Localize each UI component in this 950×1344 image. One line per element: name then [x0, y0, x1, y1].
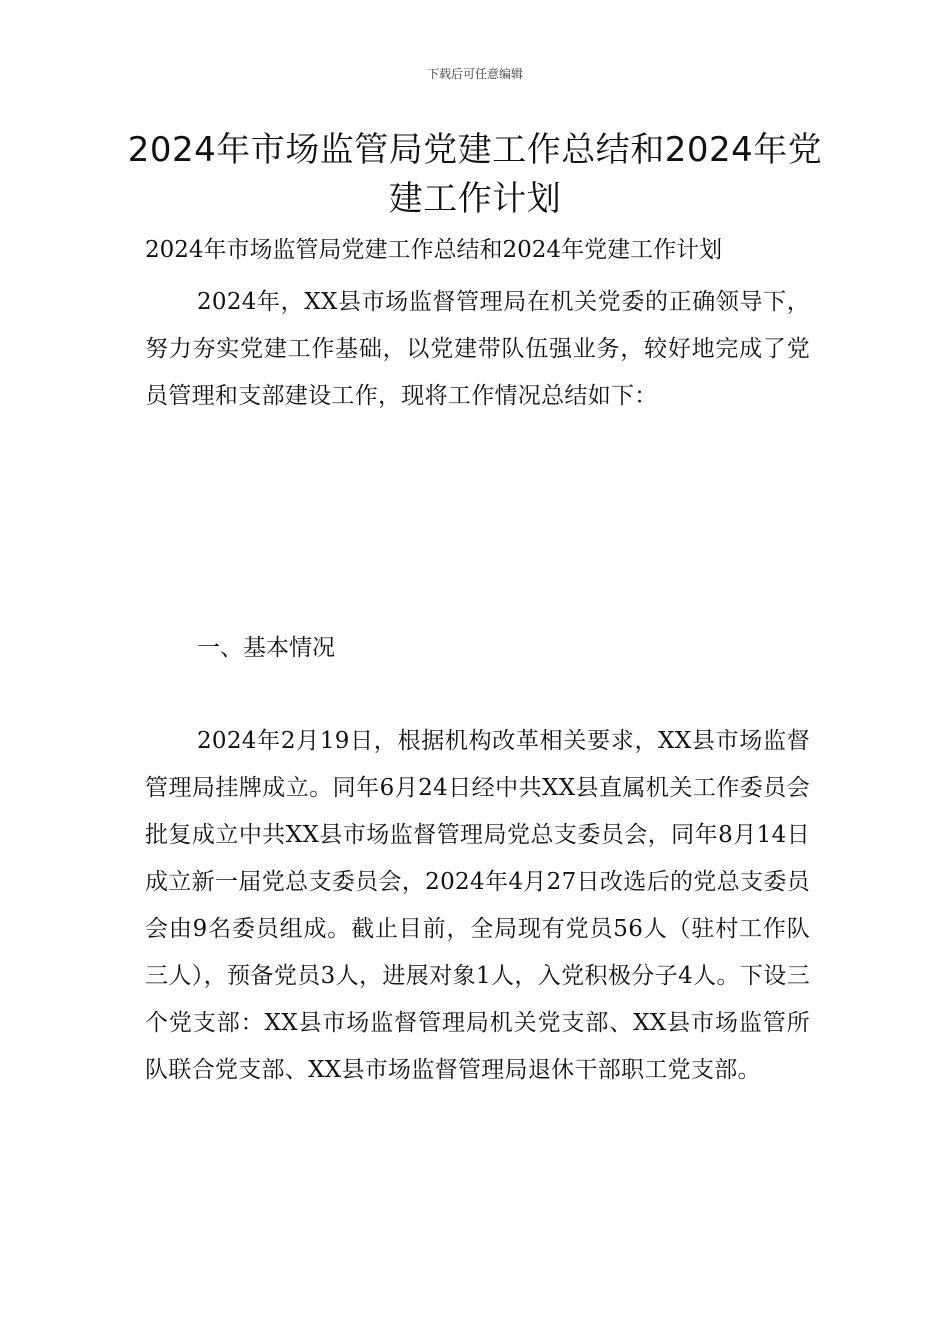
intro-paragraph: 2024年，XX县市场监督管理局在机关党委的正确领导下，努力夯实党建工作基础，以党建带队伍强业务，较好地完成了党员管理和支部建设工作，现将工作情况总结如下：: [145, 289, 810, 409]
section-heading: 一、基本情况: [197, 635, 335, 661]
header-note: 下载后可任意编辑: [426, 67, 523, 81]
document-subtitle: 2024年市场监管局党建工作总结和2024年党建工作计划: [145, 237, 723, 263]
section-body-paragraph: 2024年2月19日，根据机构改革相关要求，XX县市场监督管理局挂牌成立。同年6月24日经中共XX县直属机关工作委员会批复成立中共XX县市场监督管理局党总支委员会，同年8月14日成立新一届党总支委员会，2024年4月27日改选后的党总支委员会由9名委员组成。截止目前，全局现有党员56人（驻村工作队三人），预备党员3人，进展对象1人，入党积极分子4人。下设三个党支部：XX县市场监督管理局机关党支部、XX县市场监管所队联合党支部、XX县市场监督管理局退休干部职工党支部。: [145, 728, 810, 1083]
document-title: 2024年市场监管局党建工作总结和2024年党建工作计划: [127, 130, 823, 219]
